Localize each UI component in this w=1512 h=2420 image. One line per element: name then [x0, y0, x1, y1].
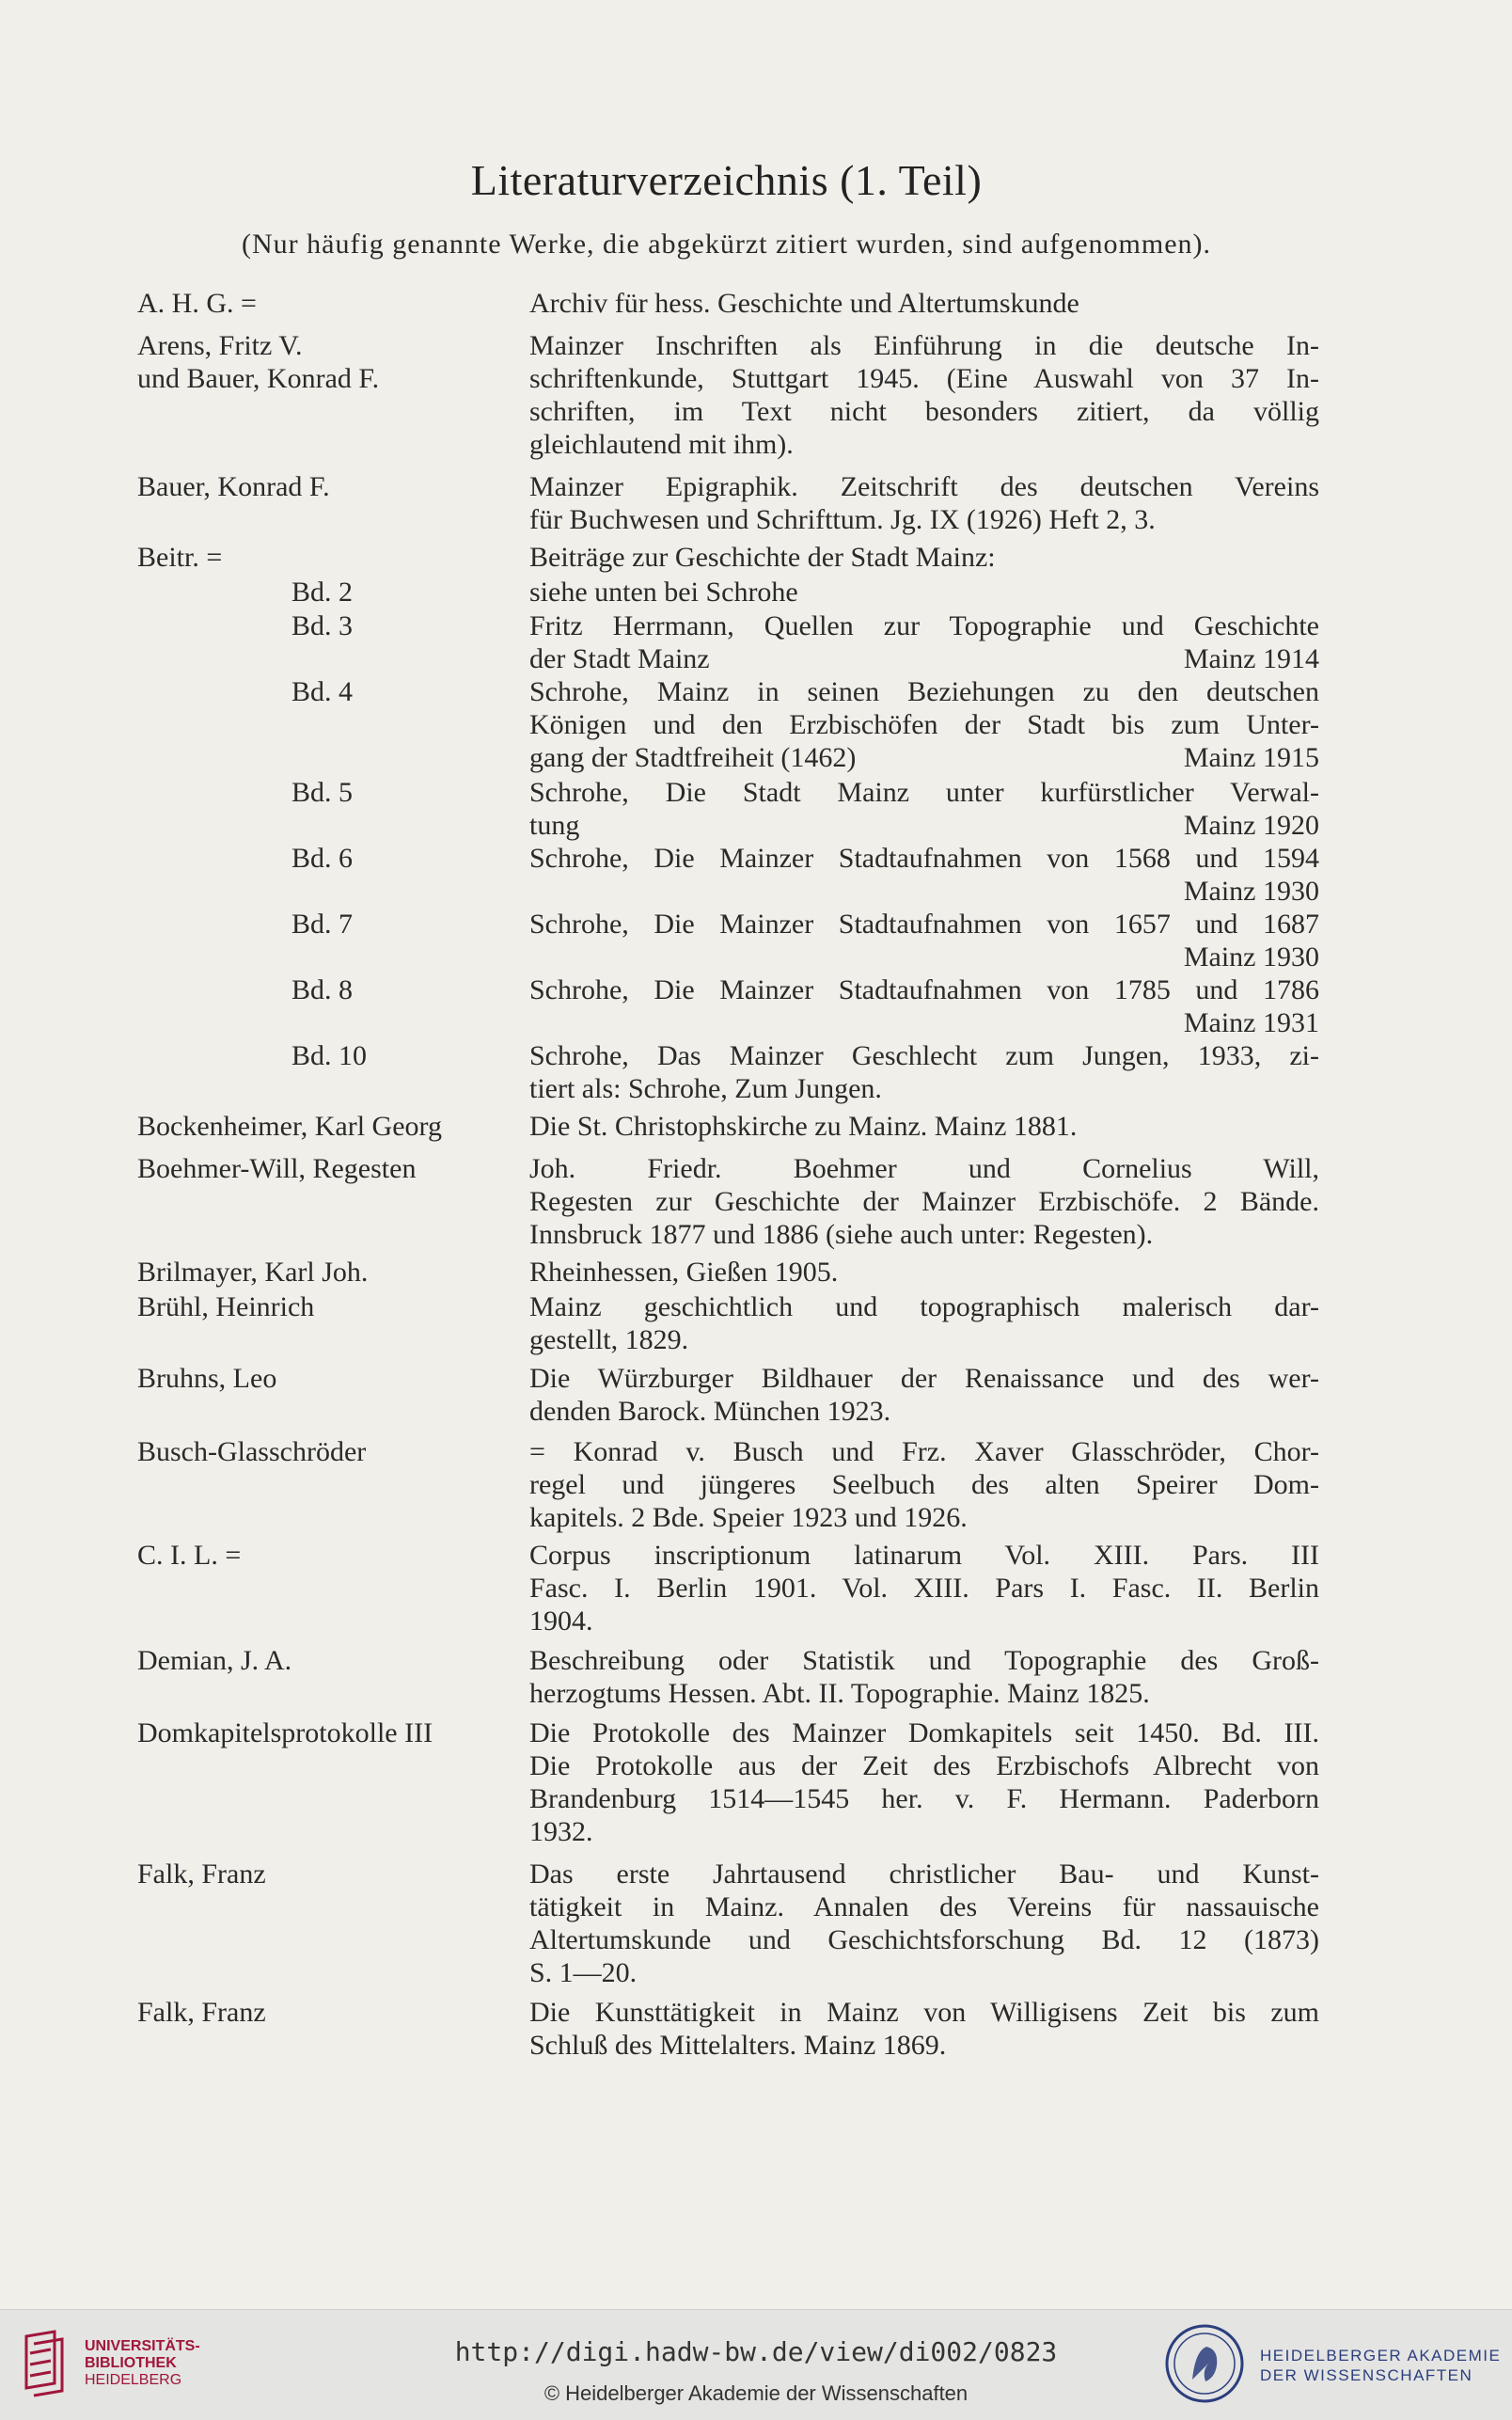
entry-description [529, 1644, 1319, 1710]
entry-description [529, 1290, 1319, 1356]
entry-abbreviation: Bauer, Konrad F. [137, 471, 330, 502]
entry-description-line: Archiv für hess. Geschichte und Altertumskunde [529, 288, 1079, 319]
entry-description [529, 1256, 1319, 1289]
permalink-url[interactable]: http://digi.hadw-bw.de/view/di002/0823 [454, 2336, 1058, 2367]
academy-seal-icon[interactable] [1164, 2323, 1245, 2404]
entry-description-line [529, 809, 1319, 842]
entry-description-line: Mainzer Inschriften als Einführung in die deutsche In- [529, 330, 1319, 361]
entry-description-line: Fasc. I. Berlin 1901. Vol. XIII. Pars I. Fasc. II. Berlin [529, 1573, 1319, 1604]
entry-description-line: Das erste Jahrtausend christlicher Bau- und Kunst- [529, 1858, 1319, 1890]
entry-description-line: Innsbruck 1877 und 1886 (siehe auch unter: Regesten). [529, 1219, 1154, 1250]
entry-description [529, 1716, 1319, 1848]
entry-description [529, 287, 1319, 320]
entry-abbreviation: Boehmer-Will, Regesten [137, 1153, 417, 1184]
entry-abbreviation: Bd. 10 [291, 1040, 368, 1071]
copyright-notice: © Heidelberger Akademie der Wissenschaften [543, 2381, 969, 2405]
entry-abbreviation: Falk, Franz [137, 1997, 266, 2028]
entry-description-line: Die St. Christophskirche zu Mainz. Mainz 1881. [529, 1111, 1078, 1142]
entry-description-line: Regesten zur Geschichte der Mainzer Erzbischöfe. 2 Bände. [529, 1186, 1319, 1217]
entry-description-line: denden Barock. München 1923. [529, 1396, 891, 1427]
academy-name-line-1: HEIDELBERGER AKADEMIE [1260, 2347, 1502, 2365]
entry-description-line: schriften, im Text nicht besonders zitiert, da völlig [529, 396, 1319, 427]
entry-abbreviation: Beitr. = [137, 542, 223, 573]
entry-description-line: siehe unten bei Schrohe [529, 577, 798, 608]
entry-place-year: Mainz 1914 [1183, 643, 1319, 674]
entry-description-line: Mainz 1930 [1183, 941, 1319, 973]
entry-description-line: Schluß des Mittelalters. Mainz 1869. [529, 2030, 947, 2061]
entry-description-line: Die Protokolle aus der Zeit des Erzbischofs Albrecht von [529, 1750, 1319, 1781]
entry-description-line: = Konrad v. Busch und Frz. Xaver Glasschröder, Chor- [529, 1436, 1319, 1467]
entry-description-line: herzogtums Hessen. Abt. II. Topographie. Mainz 1825. [529, 1678, 1150, 1709]
entry-abbreviation: Busch-Glasschröder [137, 1436, 367, 1467]
entry-description-line: Schrohe, Die Mainzer Stadtaufnahmen von 1657 und 1687 [529, 909, 1319, 940]
entry-description-line: S. 1—20. [529, 1957, 638, 1988]
entry-description [529, 329, 1319, 461]
entry-description-line: Mainz 1930 [1183, 876, 1319, 907]
entry-description-line: tätigkeit in Mainz. Annalen des Vereins für nassauische [529, 1891, 1319, 1922]
entry-description [529, 1539, 1319, 1637]
entry-description-line: Schrohe, Mainz in seinen Beziehungen zu den deutschen [529, 676, 1319, 707]
entry-abbreviation: Bd. 3 [291, 610, 354, 641]
entry-abbreviation: C. I. L. = [137, 1540, 242, 1571]
library-name-line-2: BIBLIOTHEK [85, 2355, 177, 2371]
library-name-line-3: HEIDELBERG [85, 2372, 182, 2388]
entry-description [529, 576, 1319, 609]
entry-description-line: 1932. [529, 1816, 593, 1847]
entry-abbreviation: Bd. 2 [291, 577, 354, 608]
entry-description [529, 1110, 1319, 1143]
entry-abbreviation: Brilmayer, Karl Joh. [137, 1257, 369, 1288]
entry-description-line: Mainz geschichtlich und topographisch malerisch dar- [529, 1291, 1319, 1322]
entry-description-line: Joh. Friedr. Boehmer und Cornelius Will, [529, 1153, 1319, 1184]
page-subtitle: (Nur häufig genannte Werke, die abgekürzt zitiert wurden, sind aufgenommen). [241, 229, 1212, 260]
entry-description [529, 776, 1319, 842]
entry-place-year: Mainz 1915 [1183, 742, 1319, 773]
entry-description-text: gang der Stadtfreiheit (1462) [529, 742, 857, 773]
entry-description-line: kapitels. 2 Bde. Speier 1923 und 1926. [529, 1502, 968, 1533]
entry-description [529, 470, 1319, 536]
entry-description [529, 1362, 1319, 1428]
entry-description-line: regel und jüngeres Seelbuch des alten Speirer Dom- [529, 1469, 1319, 1500]
entry-abbreviation: A. H. G. = [137, 288, 257, 319]
entry-description-text: der Stadt Mainz [529, 643, 710, 674]
entry-abbreviation: Bockenheimer, Karl Georg [137, 1111, 442, 1142]
entry-description-line: schriftenkunde, Stuttgart 1945. (Eine Auswahl von 37 In- [529, 363, 1319, 394]
entry-description [529, 1858, 1319, 1989]
entry-description-line: für Buchwesen und Schrifttum. Jg. IX (1926) Heft 2, 3. [529, 504, 1156, 535]
entry-abbreviation: Bd. 4 [291, 676, 354, 707]
entry-description-line: Mainz 1931 [1183, 1007, 1319, 1038]
entry-description [529, 842, 1319, 908]
entry-abbreviation: Bd. 6 [291, 843, 354, 874]
entry-description-line: Schrohe, Das Mainzer Geschlecht zum Jungen, 1933, zi- [529, 1040, 1319, 1071]
entry-description [529, 1152, 1319, 1251]
entry-description-line: Die Würzburger Bildhauer der Renaissance und des wer- [529, 1363, 1319, 1394]
entry-abbreviation: Brühl, Heinrich [137, 1291, 315, 1322]
entry-description-line: Schrohe, Die Stadt Mainz unter kurfürstlicher Verwal- [529, 777, 1319, 808]
entry-abbreviation: Bd. 7 [291, 909, 354, 940]
entry-description-line: Schrohe, Die Mainzer Stadtaufnahmen von 1785 und 1786 [529, 974, 1319, 1005]
library-name-line-1: UNIVERSITÄTS- [85, 2338, 200, 2354]
entry-place-year: Mainz 1920 [1183, 810, 1319, 841]
entry-description-line: Beschreibung oder Statistik und Topographie des Groß- [529, 1645, 1319, 1676]
entry-description-line: 1904. [529, 1605, 593, 1637]
entry-description-line: Beiträge zur Geschichte der Stadt Mainz: [529, 542, 996, 573]
entry-abbreviation: Arens, Fritz V. und Bauer, Konrad F. [137, 330, 380, 394]
page-title: Literaturverzeichnis (1. Teil) [470, 156, 983, 204]
entry-description [529, 1435, 1319, 1534]
entry-description [529, 973, 1319, 1039]
entry-description-line: Altertumskunde und Geschichtsforschung Bd. 12 (1873) [529, 1924, 1319, 1955]
entry-description-line: Schrohe, Die Mainzer Stadtaufnahmen von 1568 und 1594 [529, 843, 1319, 874]
entry-description-line: gestellt, 1829. [529, 1324, 689, 1355]
entry-abbreviation: Falk, Franz [137, 1858, 266, 1890]
entry-description-line: Corpus inscriptionum latinarum Vol. XIII. Pars. III [529, 1540, 1319, 1571]
entry-description-line [529, 642, 1319, 675]
entry-abbreviation: Domkapitelsprotokolle III [137, 1717, 433, 1748]
entry-description [529, 1996, 1319, 2062]
academy-name-line-2: DER WISSENSCHAFTEN [1260, 2366, 1473, 2384]
entry-abbreviation: Demian, J. A. [137, 1645, 292, 1676]
entry-description-line: gleichlautend mit ihm). [529, 429, 794, 460]
entry-abbreviation: Bd. 8 [291, 974, 354, 1005]
entry-description-line: Königen und den Erzbischöfen der Stadt bis zum Unter- [529, 709, 1319, 740]
entry-abbreviation: Bruhns, Leo [137, 1363, 277, 1394]
entry-description-line: Die Protokolle des Mainzer Domkapitels seit 1450. Bd. III. [529, 1717, 1319, 1748]
entry-description-line: Die Kunsttätigkeit in Mainz von Willigisens Zeit bis zum [529, 1997, 1319, 2028]
viewer-footer [0, 2309, 1512, 2420]
academy-name [1260, 2346, 1501, 2385]
entry-abbreviation: Bd. 5 [291, 777, 354, 808]
entry-description-line [529, 741, 1319, 774]
entry-description-line: Brandenburg 1514—1545 her. v. F. Hermann. Paderborn [529, 1783, 1319, 1814]
entry-description-line: Rheinhessen, Gießen 1905. [529, 1257, 839, 1288]
entry-description [529, 908, 1319, 973]
entry-description [529, 675, 1319, 774]
entry-description [529, 1039, 1319, 1105]
entry-description-text: tung [529, 810, 580, 841]
entry-description-line: Mainzer Epigraphik. Zeitschrift des deutschen Vereins [529, 471, 1319, 502]
entry-description-line: Fritz Herrmann, Quellen zur Topographie und Geschichte [529, 610, 1319, 641]
entry-description-line: tiert als: Schrohe, Zum Jungen. [529, 1073, 882, 1104]
entry-description [529, 609, 1319, 675]
entry-description [529, 541, 1319, 574]
